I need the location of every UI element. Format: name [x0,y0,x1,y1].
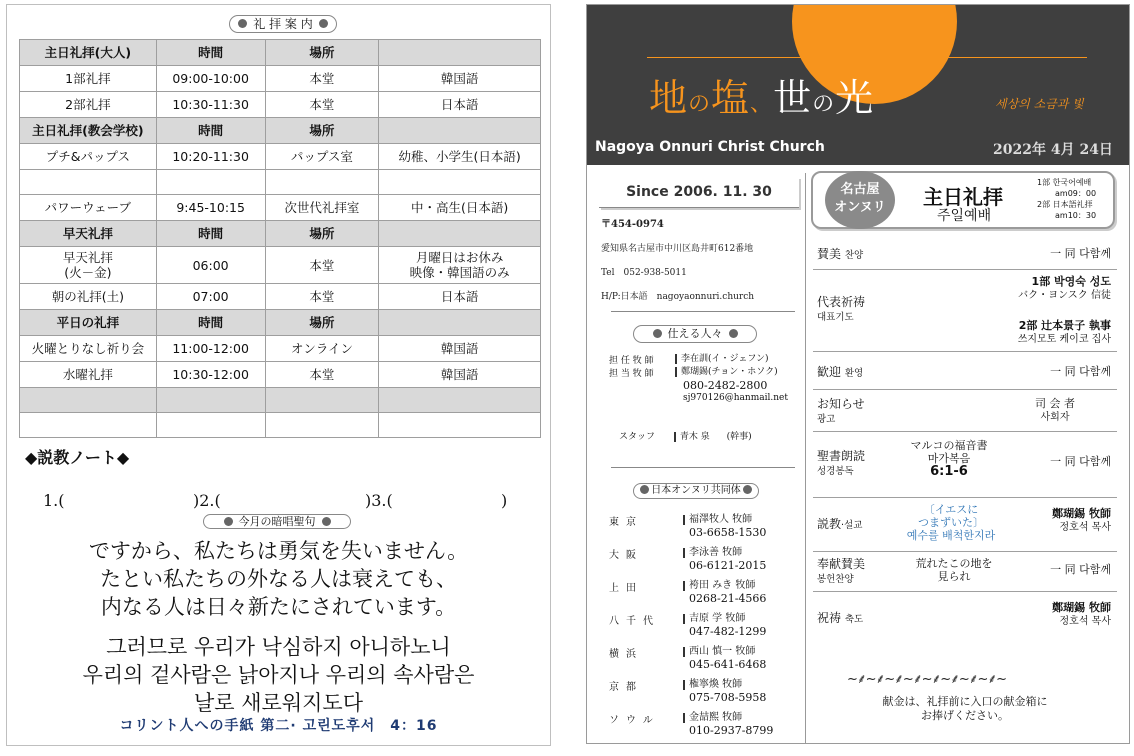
list-item [609,612,809,645]
table-cell: 本堂 [265,284,379,310]
order-praise: 賛美 찬양 一 同 다함께 [813,233,1117,270]
banner-title: 地の塩、世の光 [649,76,875,120]
table-cell [265,170,379,195]
table-cell [20,388,157,413]
verse-ko-1: 그러므로 우리가 낙심하지 아니하노니 [106,635,451,659]
table-cell [265,413,379,438]
table-cell: 11:00-12:00 [156,336,265,362]
service-subtitle: 주일예배 [937,208,992,224]
service-title: 主日礼拝 [923,185,1003,209]
list-item [609,645,809,678]
order-benediction: 祝祷 축도 鄭瑚錫 牧師 정호석 목사 [817,601,1111,627]
table-row [20,336,541,362]
table-cell [265,388,379,413]
table-row [20,170,541,195]
table-cell [379,413,541,438]
table-row [20,413,541,438]
table-cell: 場所 [265,221,379,247]
community-list [609,513,809,744]
table-cell: 韓国語 [379,66,541,92]
table-cell: パップス室 [265,144,379,170]
table-cell: 1部礼拝 [20,66,157,92]
table-cell: 時間 [156,118,265,144]
city-pastor: 李泳善 牧師 [689,547,743,558]
order-offering-hymn: 奉献賛美 봉헌찬양 荒れたこの地を 見られ 一 同 다함께 [813,551,1117,592]
table-cell: 06:00 [156,247,265,284]
table-cell: 早天礼拝 (火－金) [20,247,157,284]
telephone: Tel 052-938-5011 [601,268,687,278]
pastor-info: 李在訓(イ・ジェフン) 鄭瑚錫(チョン・ホソク) 080-2482-2800 sj970126@hanmail.net [675,353,788,405]
city-name: 大阪 [609,550,643,561]
verse-ko-3: 날로 새로워지도다 [194,691,363,715]
bullet-icon [224,517,233,526]
banner-divider [647,57,1087,58]
table-cell: パワーウェーブ [20,195,157,221]
table-cell: 早天礼拝 [20,221,157,247]
table-cell: 10:30-11:30 [156,92,265,118]
verse-ja-2: たとい私たちの外なる人は衰えても、 [100,567,457,591]
table-row [20,388,541,413]
table-row [20,92,541,118]
table-cell: 9:45-10:15 [156,195,265,221]
church-badge: 名古屋 オンヌリ [825,171,895,229]
table-cell [379,118,541,144]
city-phone: 075-708-5958 [689,691,767,704]
table-cell [156,413,265,438]
city-pastor: 吉原 学 牧師 [689,613,746,624]
bullet-icon [743,485,752,494]
community-header: 日本オンヌリ共同体 [633,483,759,499]
city-phone: 045-641-6468 [689,658,767,671]
table-cell [379,221,541,247]
bullet-icon [729,329,738,338]
table-row [20,144,541,170]
sermon-note-blanks: 1.( )2.( )3.( ) [43,491,508,510]
table-cell [379,388,541,413]
order-announcements: お知らせ 광고 司 会 者 사회자 [813,389,1117,432]
table-cell: 月曜日はお休み 映像・韓国語のみ [379,247,541,284]
city-phone: 06-6121-2015 [689,559,767,572]
list-item [609,711,809,744]
table-cell: 07:00 [156,284,265,310]
verse-ja-3: 内なる人は日々新たにされています。 [100,595,457,619]
right-page [586,4,1130,744]
sermon-note-title: ◆説教ノート◆ [25,448,130,467]
table-cell: プチ&パップス [20,144,157,170]
servants-header: 仕える人々 [633,325,757,343]
table-cell: 2部礼拝 [20,92,157,118]
pastor-labels: 担 任 牧 師 担 当 牧 師 [609,356,654,379]
banner [587,5,1129,165]
table-cell: 時間 [156,310,265,336]
verse-ja-1: ですから、私たちは勇気を失いません。 [88,539,469,563]
bulletin-date: 2022年 4月 24日 [993,142,1113,158]
divider [611,467,795,468]
city-pastor: 権寧煥 牧師 [689,679,743,690]
table-header-row [20,118,541,144]
table-cell: 日本語 [379,284,541,310]
verse-reference: コリント人への手紙 第二· 고린도후서 4：16 [119,718,438,734]
city-name: 上田 [609,583,643,594]
ornament-divider: ~⸙~⸙~⸙~⸙~⸙~⸙~⸙~⸙~ [847,672,1007,687]
table-cell: 主日礼拝(教会学校) [20,118,157,144]
table-cell: 時間 [156,221,265,247]
city-phone: 03-6658-1530 [689,526,767,539]
order-representative-prayer: 代表祈祷 대표기도 1部 박영숙 성도 バク・ヨンスク 信徒 2部 辻本景子 執事 쓰지모토 케이코 집사 [813,269,1117,352]
table-cell: 中・高生(日本語) [379,195,541,221]
divider [611,311,795,312]
table-cell: 場所 [265,310,379,336]
table-cell: 日本語 [379,92,541,118]
bullet-icon [238,19,247,28]
verse-ko-2: 우리의 겉사람은 낡아지나 우리의 속사람은 [82,663,475,687]
offering-note: 献金は、礼拝前に入口の献金箱に お捧げください。 [882,695,1048,722]
table-cell: 10:30-12:00 [156,362,265,388]
city-pastor: 福澤牧人 牧師 [689,514,753,525]
bullet-icon [322,517,331,526]
postal-code: 〒454-0974 [601,219,664,230]
table-cell: 本堂 [265,247,379,284]
table-cell: 朝の礼拝(土) [20,284,157,310]
table-header-row [20,310,541,336]
table-cell: 本堂 [265,92,379,118]
order-welcome: 歓迎 환영 一 同 다함께 [813,351,1117,390]
city-pastor: 西山 慎一 牧師 [689,646,756,657]
banner-korean-subtitle: 세상의 소금과 빛 [995,97,1084,111]
table-row [20,247,541,284]
table-cell: 本堂 [265,66,379,92]
city-name: ソウル [609,715,660,726]
table-cell: 場所 [265,118,379,144]
table-cell: 韓国語 [379,362,541,388]
bullet-icon [653,329,662,338]
table-cell: 本堂 [265,362,379,388]
table-header-row [20,221,541,247]
order-scripture-reading: 聖書朗読 성경봉독 マルコの福音書 마가복음 6:1-6 一 同 다함께 [813,431,1117,498]
table-cell: 場所 [265,40,379,66]
table-cell: 09:00-10:00 [156,66,265,92]
table-cell [379,310,541,336]
left-page [6,4,551,746]
staff-row: スタッフ 青木 泉 (幹事) [619,432,752,442]
table-cell: 主日礼拝(大人) [20,40,157,66]
table-row [20,66,541,92]
service-header [811,171,1115,229]
list-item [609,513,809,546]
city-pastor: 袴田 みき 牧師 [689,580,756,591]
bullet-icon [640,485,649,494]
table-cell: 火曜とりなし祈り会 [20,336,157,362]
city-phone: 010-2937-8799 [689,724,774,737]
city-phone: 047-482-1299 [689,625,767,638]
table-cell: 次世代礼拝室 [265,195,379,221]
table-row [20,362,541,388]
city-name: 京都 [609,682,643,693]
schedule-table [19,39,541,438]
table-cell [156,388,265,413]
bullet-icon [319,19,328,28]
city-name: 八千代 [609,616,660,627]
table-cell [20,413,157,438]
order-sermon: 説教·설교 〔イエスに つまずいた〕 예수를 배척한지라 鄭瑚錫 牧師 정호석 목사 [813,497,1117,552]
table-cell: 時間 [156,40,265,66]
city-name: 東京 [609,517,643,528]
schedule-header: 礼 拝 案 内 [229,15,337,33]
table-row [20,284,541,310]
table-cell [379,40,541,66]
service-times: 1部 한국어예배 am09：00 2部 日本語礼拝 am10：30 [1037,178,1097,220]
city-name: 横浜 [609,649,643,660]
table-cell: 平日の礼拝 [20,310,157,336]
church-name: Nagoya Onnuri Christ Church [595,139,825,155]
table-cell: オンライン [265,336,379,362]
memory-verse-header: 今月の暗唱聖句 [203,514,351,529]
table-header-row [20,40,541,66]
list-item [609,546,809,579]
table-cell [20,170,157,195]
list-item [609,579,809,612]
table-cell [379,170,541,195]
city-pastor: 金喆熙 牧師 [689,712,743,723]
table-cell: 10:20-11:30 [156,144,265,170]
list-item [609,678,809,711]
city-phone: 0268-21-4566 [689,592,767,605]
since-date: Since 2006. 11. 30 [599,177,799,208]
address: 愛知県名古屋市中川区島井町612番地 [601,244,754,254]
table-cell: 幼稚、小学生(日本語) [379,144,541,170]
table-cell: 韓国語 [379,336,541,362]
column-divider [805,173,806,743]
table-row [20,195,541,221]
homepage: H/P:日本語 nagoyaonnuri.church [601,292,755,302]
table-cell: 水曜礼拝 [20,362,157,388]
table-cell [156,170,265,195]
